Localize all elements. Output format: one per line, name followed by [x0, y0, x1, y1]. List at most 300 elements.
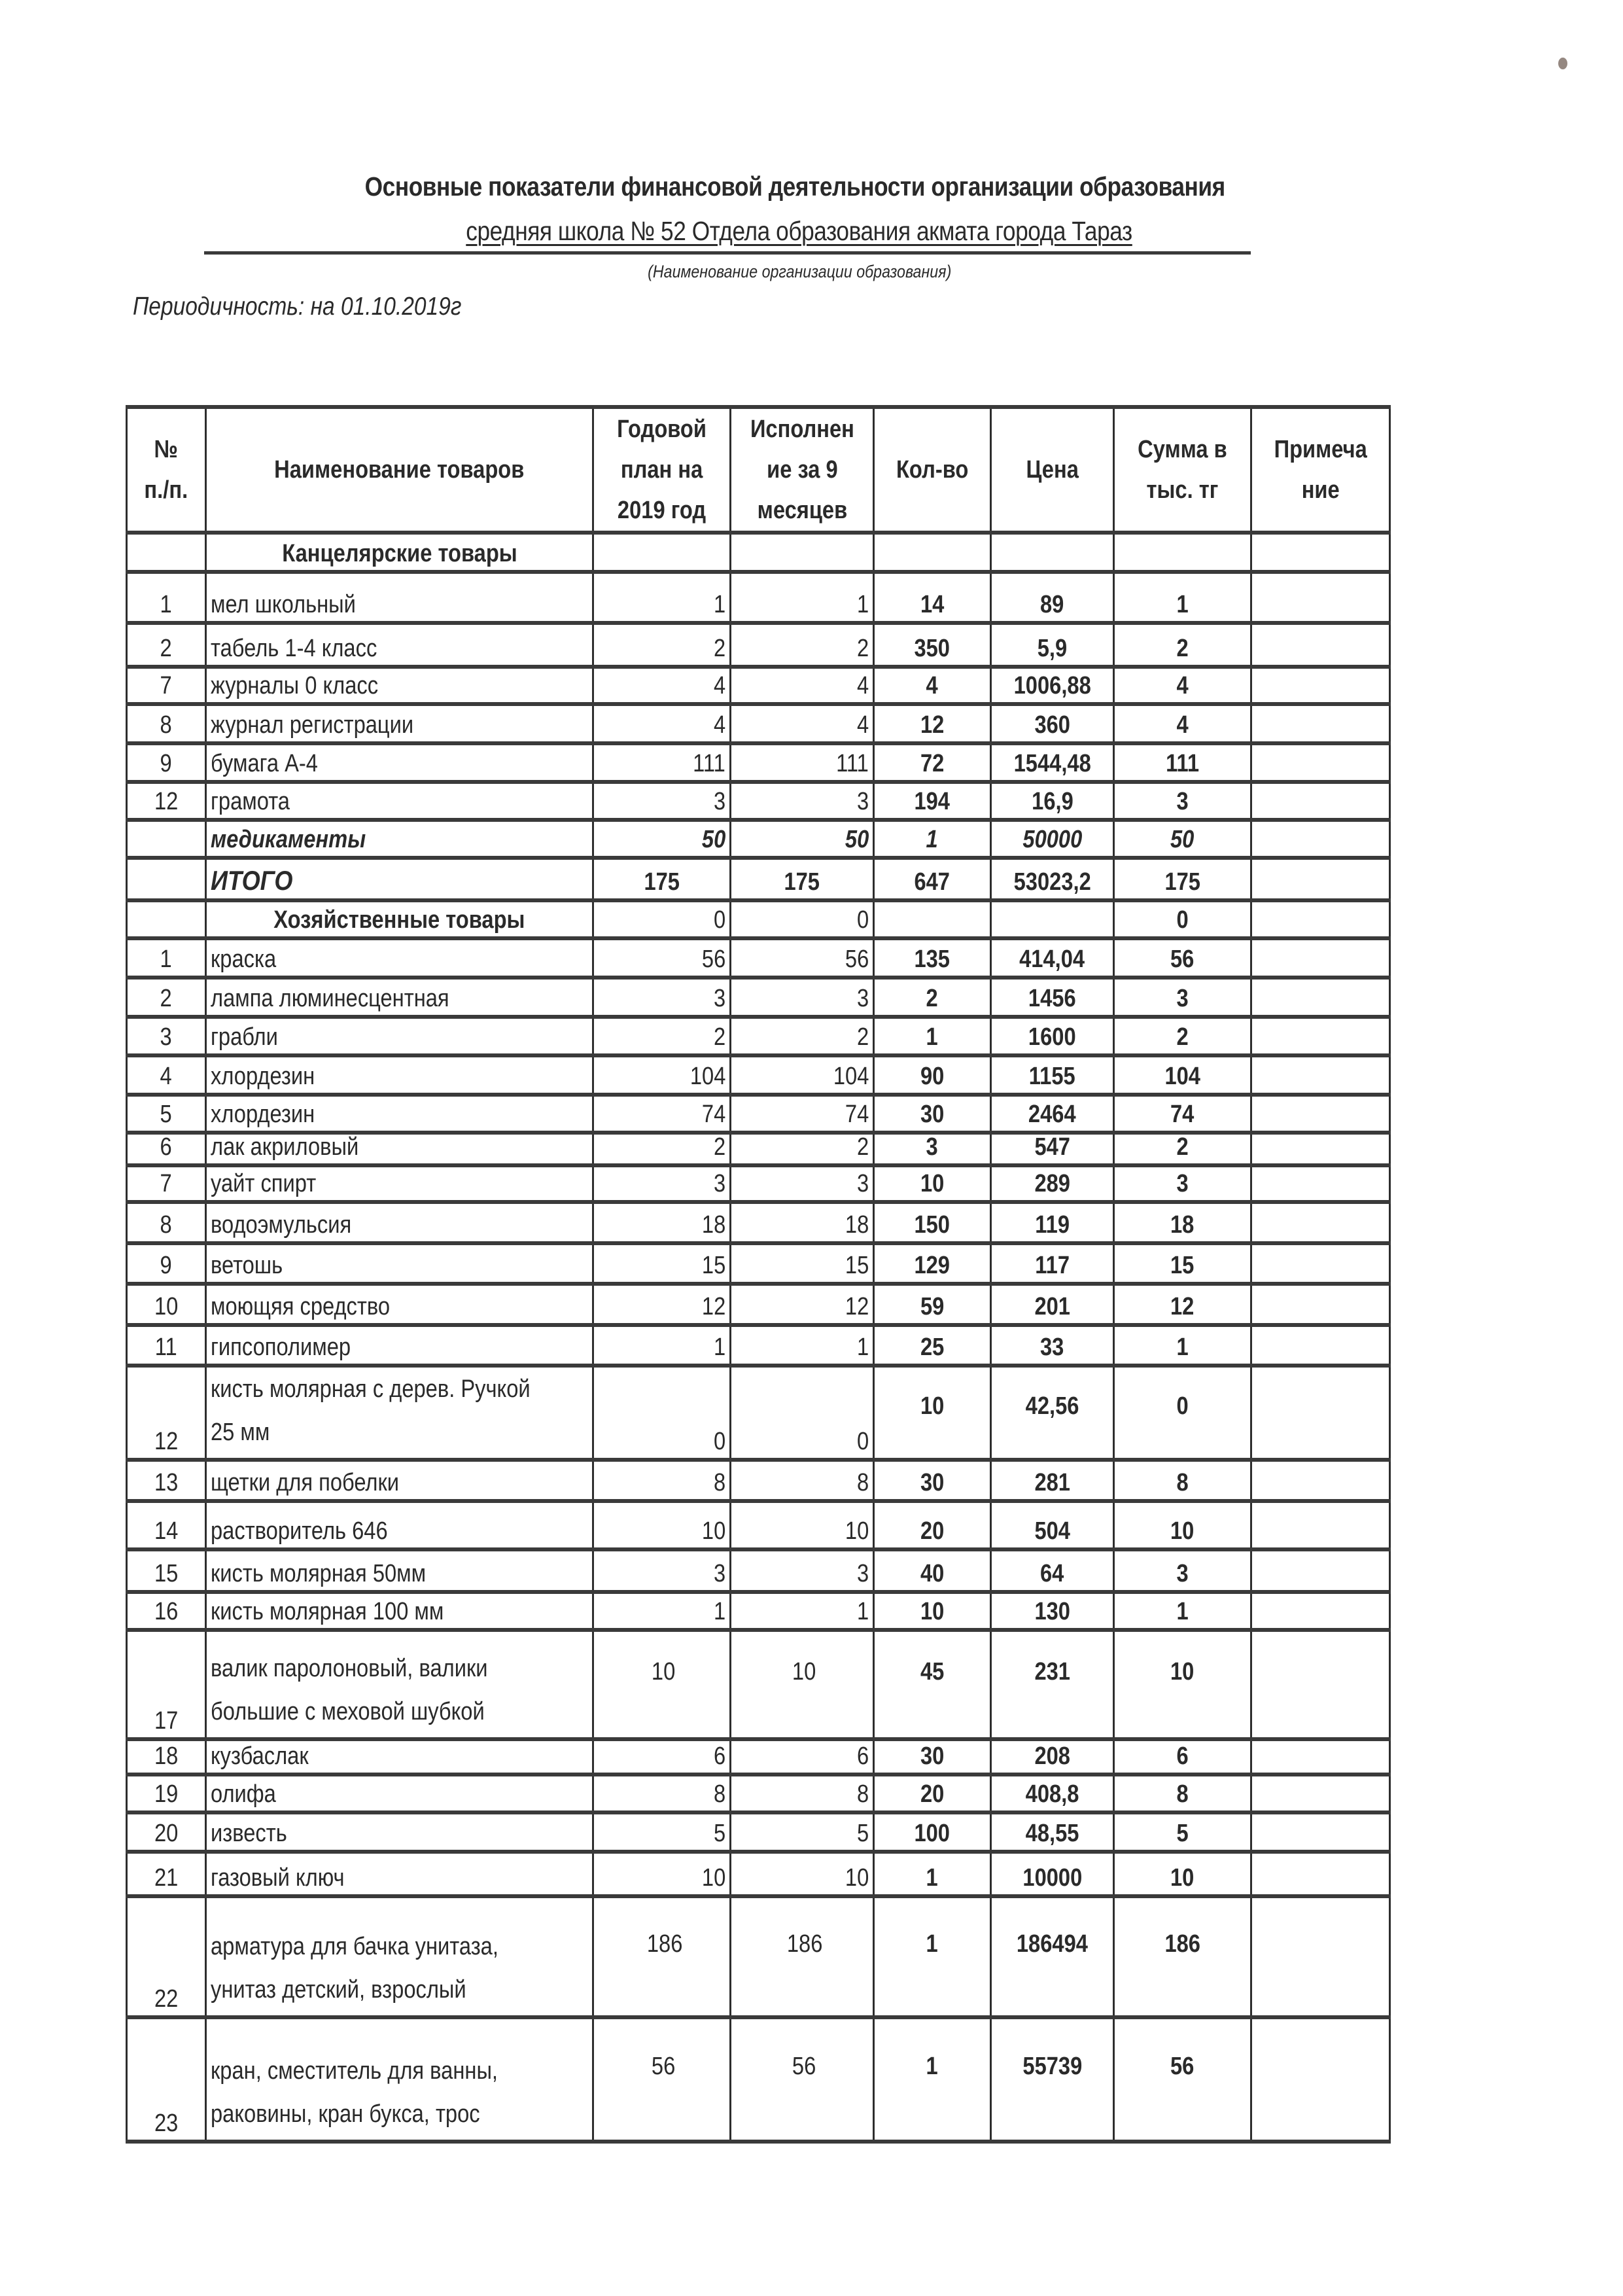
cell-price: 53023,2	[991, 858, 1114, 900]
cell-note	[1251, 1775, 1390, 1812]
cell-qty: 350	[874, 623, 991, 667]
cell-no: 1	[127, 572, 206, 623]
table-row	[127, 2017, 1390, 2142]
header-exec: Исполнен ие за 9 месяцев	[731, 407, 874, 533]
table-row	[127, 1095, 1390, 1133]
cell-plan: 6	[593, 1739, 731, 1775]
cell-price	[991, 900, 1114, 938]
table-row	[127, 1501, 1390, 1549]
cell-no: 15	[127, 1549, 206, 1592]
cell-name: лак акриловый	[206, 1133, 593, 1165]
table-row	[127, 1739, 1390, 1775]
cell-name: уайт спирт	[206, 1165, 593, 1202]
table-row	[127, 1592, 1390, 1630]
table-header-row	[127, 407, 1390, 533]
cell-qty	[874, 900, 991, 938]
cell-sum: 8	[1114, 1460, 1251, 1501]
cell-qty: 20	[874, 1775, 991, 1812]
cell-qty: 12	[874, 704, 991, 743]
cell-price: 547	[991, 1133, 1114, 1165]
cell-plan: 12	[593, 1284, 731, 1325]
cell-exec: 111	[731, 743, 874, 782]
cell-name: хлордезин	[206, 1055, 593, 1095]
table-row	[127, 572, 1390, 623]
table-row	[127, 1133, 1390, 1165]
cell-exec: 3	[731, 1165, 874, 1202]
cell-plan: 10	[593, 1501, 731, 1549]
cell-exec: 12	[731, 1284, 874, 1325]
cell-qty: 10	[874, 1165, 991, 1202]
cell-exec: 8	[731, 1775, 874, 1812]
cell-note	[1251, 623, 1390, 667]
cell-note	[1251, 533, 1390, 572]
cell-note	[1251, 938, 1390, 978]
cell-price: 186494	[991, 1896, 1114, 2017]
cell-price: 64	[991, 1549, 1114, 1592]
cell-plan: 2	[593, 1133, 731, 1165]
cell-sum: 4	[1114, 704, 1251, 743]
cell-price: 119	[991, 1202, 1114, 1243]
cell-exec: 1	[731, 572, 874, 623]
cell-plan: 3	[593, 978, 731, 1017]
section-header-row	[127, 533, 1390, 572]
cell-no: 23	[127, 2017, 206, 2142]
cell-price: 10000	[991, 1852, 1114, 1896]
cell-price: 55739	[991, 2017, 1114, 2142]
cell-exec: 56	[731, 2017, 874, 2142]
cell-price: 130	[991, 1592, 1114, 1630]
section-header-row	[127, 900, 1390, 938]
cell-qty: 135	[874, 938, 991, 978]
cell-plan: 1	[593, 1325, 731, 1366]
cell-plan: 10	[593, 1630, 731, 1739]
cell-note	[1251, 820, 1390, 858]
cell-exec	[731, 533, 874, 572]
cell-price: 48,55	[991, 1812, 1114, 1852]
cell-plan: 56	[593, 938, 731, 978]
cell-note	[1251, 1896, 1390, 2017]
cell-exec: 2	[731, 1133, 874, 1165]
cell-plan: 10	[593, 1852, 731, 1896]
cell-plan: 1	[593, 1592, 731, 1630]
cell-sum: 1	[1114, 572, 1251, 623]
organization-caption: (Наименование организации образования)	[648, 262, 952, 281]
cell-name: кузбаслак	[206, 1739, 593, 1775]
cell-name: краска	[206, 938, 593, 978]
cell-note	[1251, 1460, 1390, 1501]
cell-name: ветошь	[206, 1243, 593, 1284]
cell-exec: 2	[731, 1017, 874, 1055]
cell-price: 201	[991, 1284, 1114, 1325]
cell-name: водоэмульсия	[206, 1202, 593, 1243]
cell-plan: 50	[593, 820, 731, 858]
cell-name: Канцелярские товары	[206, 533, 593, 572]
cell-qty: 129	[874, 1243, 991, 1284]
cell-plan: 186	[593, 1896, 731, 2017]
cell-name: грамота	[206, 782, 593, 820]
cell-no: 7	[127, 1165, 206, 1202]
cell-no: 11	[127, 1325, 206, 1366]
table-row	[127, 1366, 1390, 1460]
cell-price: 281	[991, 1460, 1114, 1501]
cell-no	[127, 820, 206, 858]
cell-no: 4	[127, 1055, 206, 1095]
cell-exec: 4	[731, 704, 874, 743]
cell-no: 8	[127, 1202, 206, 1243]
table-row	[127, 1775, 1390, 1812]
cell-exec: 10	[731, 1852, 874, 1896]
cell-note	[1251, 1630, 1390, 1739]
cell-note	[1251, 1284, 1390, 1325]
cell-sum: 56	[1114, 2017, 1251, 2142]
cell-plan: 4	[593, 704, 731, 743]
cell-note	[1251, 1243, 1390, 1284]
cell-sum: 3	[1114, 1549, 1251, 1592]
cell-plan: 0	[593, 900, 731, 938]
cell-note	[1251, 1549, 1390, 1592]
cell-qty: 100	[874, 1812, 991, 1852]
cell-sum: 175	[1114, 858, 1251, 900]
cell-no: 2	[127, 978, 206, 1017]
cell-exec: 3	[731, 1549, 874, 1592]
cell-name: валик паролоновый, валики большие с меховой шубкой	[206, 1630, 593, 1739]
cell-sum: 10	[1114, 1630, 1251, 1739]
cell-price: 1006,88	[991, 667, 1114, 704]
cell-plan: 2	[593, 623, 731, 667]
cell-name: кисть молярная с дерев. Ручкой 25 мм	[206, 1366, 593, 1460]
cell-exec: 1	[731, 1325, 874, 1366]
cell-qty: 1	[874, 2017, 991, 2142]
cell-qty: 1	[874, 1017, 991, 1055]
cell-note	[1251, 667, 1390, 704]
cell-sum: 3	[1114, 978, 1251, 1017]
cell-no: 13	[127, 1460, 206, 1501]
cell-note	[1251, 1812, 1390, 1852]
document-title: Основные показатели финансовой деятельности организации образования	[364, 171, 1225, 202]
cell-exec: 175	[731, 858, 874, 900]
cell-sum: 2	[1114, 1133, 1251, 1165]
table-row	[127, 1896, 1390, 2017]
table-row	[127, 1017, 1390, 1055]
cell-plan: 1	[593, 572, 731, 623]
cell-plan: 15	[593, 1243, 731, 1284]
cell-no: 21	[127, 1852, 206, 1896]
cell-sum: 104	[1114, 1055, 1251, 1095]
cell-price: 1600	[991, 1017, 1114, 1055]
cell-sum: 74	[1114, 1095, 1251, 1133]
table-row	[127, 1630, 1390, 1739]
cell-plan: 5	[593, 1812, 731, 1852]
table-row	[127, 1284, 1390, 1325]
cell-name: кран, сместитель для ванны, раковины, кран букса, трос	[206, 2017, 593, 2142]
cell-note	[1251, 743, 1390, 782]
header-name: Наименование товаров	[206, 407, 593, 533]
cell-plan	[593, 533, 731, 572]
cell-note	[1251, 1165, 1390, 1202]
total-row	[127, 858, 1390, 900]
cell-no: 2	[127, 623, 206, 667]
header-price: Цена	[991, 407, 1114, 533]
cell-qty: 647	[874, 858, 991, 900]
table-row	[127, 623, 1390, 667]
cell-sum: 8	[1114, 1775, 1251, 1812]
cell-sum: 0	[1114, 1366, 1251, 1460]
cell-note	[1251, 704, 1390, 743]
cell-sum: 3	[1114, 782, 1251, 820]
cell-exec: 3	[731, 782, 874, 820]
cell-sum: 4	[1114, 667, 1251, 704]
cell-exec: 186	[731, 1896, 874, 2017]
cell-note	[1251, 782, 1390, 820]
cell-plan: 3	[593, 1165, 731, 1202]
cell-qty: 59	[874, 1284, 991, 1325]
cell-name: щетки для побелки	[206, 1460, 593, 1501]
cell-qty: 2	[874, 978, 991, 1017]
cell-exec: 50	[731, 820, 874, 858]
cell-price: 408,8	[991, 1775, 1114, 1812]
cell-sum: 50	[1114, 820, 1251, 858]
cell-price: 50000	[991, 820, 1114, 858]
cell-name: газовый ключ	[206, 1852, 593, 1896]
cell-price: 414,04	[991, 938, 1114, 978]
cell-qty: 1	[874, 1896, 991, 2017]
cell-note	[1251, 1366, 1390, 1460]
cell-exec: 8	[731, 1460, 874, 1501]
cell-no: 12	[127, 1366, 206, 1460]
cell-name: моющяя средство	[206, 1284, 593, 1325]
cell-note	[1251, 858, 1390, 900]
cell-exec: 4	[731, 667, 874, 704]
cell-sum: 186	[1114, 1896, 1251, 2017]
scan-speck	[1558, 58, 1567, 69]
cell-note	[1251, 1852, 1390, 1896]
cell-name: лампа люминесцентная	[206, 978, 593, 1017]
cell-exec: 10	[731, 1630, 874, 1739]
cell-plan: 8	[593, 1460, 731, 1501]
table-row	[127, 938, 1390, 978]
cell-no: 5	[127, 1095, 206, 1133]
cell-qty: 30	[874, 1460, 991, 1501]
table-row	[127, 1325, 1390, 1366]
cell-sum: 6	[1114, 1739, 1251, 1775]
cell-exec: 56	[731, 938, 874, 978]
cell-price: 5,9	[991, 623, 1114, 667]
cell-name: Хозяйственные товары	[206, 900, 593, 938]
table-row	[127, 1165, 1390, 1202]
cell-price: 1544,48	[991, 743, 1114, 782]
header-qty: Кол-во	[874, 407, 991, 533]
cell-note	[1251, 900, 1390, 938]
cell-no: 17	[127, 1630, 206, 1739]
cell-plan: 104	[593, 1055, 731, 1095]
table-row	[127, 1460, 1390, 1501]
cell-qty: 4	[874, 667, 991, 704]
goods-table	[126, 405, 1391, 2144]
cell-sum: 2	[1114, 623, 1251, 667]
cell-exec: 74	[731, 1095, 874, 1133]
cell-price: 89	[991, 572, 1114, 623]
cell-name: олифа	[206, 1775, 593, 1812]
cell-no	[127, 900, 206, 938]
cell-name: кисть молярная 100 мм	[206, 1592, 593, 1630]
cell-qty: 1	[874, 1852, 991, 1896]
cell-price	[991, 533, 1114, 572]
cell-sum: 0	[1114, 900, 1251, 938]
cell-plan: 3	[593, 782, 731, 820]
cell-qty: 30	[874, 1095, 991, 1133]
cell-plan: 175	[593, 858, 731, 900]
cell-name: табель 1-4 класс	[206, 623, 593, 667]
cell-sum: 10	[1114, 1501, 1251, 1549]
table-row	[127, 1243, 1390, 1284]
table-row	[127, 1549, 1390, 1592]
cell-note	[1251, 2017, 1390, 2142]
cell-name: хлордезин	[206, 1095, 593, 1133]
cell-note	[1251, 1055, 1390, 1095]
cell-no: 1	[127, 938, 206, 978]
cell-note	[1251, 1095, 1390, 1133]
cell-name: ИТОГО	[206, 858, 593, 900]
cell-note	[1251, 1739, 1390, 1775]
cell-qty: 10	[874, 1366, 991, 1460]
cell-note	[1251, 1325, 1390, 1366]
cell-note	[1251, 1017, 1390, 1055]
cell-no: 16	[127, 1592, 206, 1630]
cell-name: гипсополимер	[206, 1325, 593, 1366]
header-no: № п./п.	[127, 407, 206, 533]
cell-no	[127, 533, 206, 572]
table-row	[127, 704, 1390, 743]
cell-name: медикаменты	[206, 820, 593, 858]
cell-plan: 8	[593, 1775, 731, 1812]
cell-plan: 4	[593, 667, 731, 704]
cell-exec: 6	[731, 1739, 874, 1775]
cell-name: журналы 0 класс	[206, 667, 593, 704]
cell-qty: 194	[874, 782, 991, 820]
cell-exec: 15	[731, 1243, 874, 1284]
cell-name: известь	[206, 1812, 593, 1852]
cell-note	[1251, 1501, 1390, 1549]
cell-price: 208	[991, 1739, 1114, 1775]
cell-price: 2464	[991, 1095, 1114, 1133]
table-row	[127, 782, 1390, 820]
cell-price: 42,56	[991, 1366, 1114, 1460]
cell-price: 1155	[991, 1055, 1114, 1095]
cell-name: грабли	[206, 1017, 593, 1055]
cell-no: 6	[127, 1133, 206, 1165]
cell-name: бумага А-4	[206, 743, 593, 782]
cell-qty: 72	[874, 743, 991, 782]
cell-price: 504	[991, 1501, 1114, 1549]
cell-sum	[1114, 533, 1251, 572]
table-row	[127, 743, 1390, 782]
cell-qty: 25	[874, 1325, 991, 1366]
cell-no: 3	[127, 1017, 206, 1055]
cell-no: 8	[127, 704, 206, 743]
table-row	[127, 978, 1390, 1017]
cell-name: растворитель 646	[206, 1501, 593, 1549]
cell-sum: 2	[1114, 1017, 1251, 1055]
cell-exec: 18	[731, 1202, 874, 1243]
cell-name: кисть молярная 50мм	[206, 1549, 593, 1592]
cell-exec: 5	[731, 1812, 874, 1852]
cell-sum: 3	[1114, 1165, 1251, 1202]
cell-note	[1251, 978, 1390, 1017]
cell-note	[1251, 572, 1390, 623]
cell-price: 289	[991, 1165, 1114, 1202]
cell-name: журнал регистрации	[206, 704, 593, 743]
table-row	[127, 1852, 1390, 1896]
cell-no: 19	[127, 1775, 206, 1812]
cell-qty: 3	[874, 1133, 991, 1165]
cell-plan: 0	[593, 1366, 731, 1460]
cell-plan: 56	[593, 2017, 731, 2142]
cell-exec: 1	[731, 1592, 874, 1630]
cell-sum: 111	[1114, 743, 1251, 782]
cell-price: 1456	[991, 978, 1114, 1017]
cell-no: 9	[127, 743, 206, 782]
cell-plan: 18	[593, 1202, 731, 1243]
cell-sum: 15	[1114, 1243, 1251, 1284]
cell-note	[1251, 1133, 1390, 1165]
cell-price: 16,9	[991, 782, 1114, 820]
cell-price: 117	[991, 1243, 1114, 1284]
header-plan: Годовой план на 2019 год	[593, 407, 731, 533]
table-body	[127, 533, 1390, 2142]
cell-no: 14	[127, 1501, 206, 1549]
cell-no	[127, 858, 206, 900]
cell-qty: 90	[874, 1055, 991, 1095]
table-row	[127, 1812, 1390, 1852]
cell-no: 12	[127, 782, 206, 820]
cell-exec: 3	[731, 978, 874, 1017]
table-row	[127, 1055, 1390, 1095]
cell-no: 10	[127, 1284, 206, 1325]
cell-price: 33	[991, 1325, 1114, 1366]
cell-qty: 150	[874, 1202, 991, 1243]
cell-price: 231	[991, 1630, 1114, 1739]
cell-qty: 45	[874, 1630, 991, 1739]
cell-plan: 74	[593, 1095, 731, 1133]
cell-note	[1251, 1202, 1390, 1243]
organization-name: средняя школа № 52 Отдела образования акмата города Тараз	[466, 216, 1132, 246]
cell-price: 360	[991, 704, 1114, 743]
header-sum: Сумма в тыс. тг	[1114, 407, 1251, 533]
cell-qty	[874, 533, 991, 572]
cell-name: арматура для бачка унитаза, унитаз детский, взрослый	[206, 1896, 593, 2017]
cell-no: 20	[127, 1812, 206, 1852]
cell-exec: 10	[731, 1501, 874, 1549]
underline-rule	[204, 251, 1251, 255]
table-row	[127, 820, 1390, 858]
cell-exec: 0	[731, 1366, 874, 1460]
cell-plan: 111	[593, 743, 731, 782]
cell-sum: 18	[1114, 1202, 1251, 1243]
table-row	[127, 667, 1390, 704]
cell-qty: 14	[874, 572, 991, 623]
cell-sum: 10	[1114, 1852, 1251, 1896]
cell-qty: 1	[874, 820, 991, 858]
cell-sum: 1	[1114, 1592, 1251, 1630]
cell-plan: 3	[593, 1549, 731, 1592]
cell-exec: 0	[731, 900, 874, 938]
table-row	[127, 1202, 1390, 1243]
cell-plan: 2	[593, 1017, 731, 1055]
cell-note	[1251, 1592, 1390, 1630]
cell-sum: 1	[1114, 1325, 1251, 1366]
cell-no: 7	[127, 667, 206, 704]
cell-no: 18	[127, 1739, 206, 1775]
